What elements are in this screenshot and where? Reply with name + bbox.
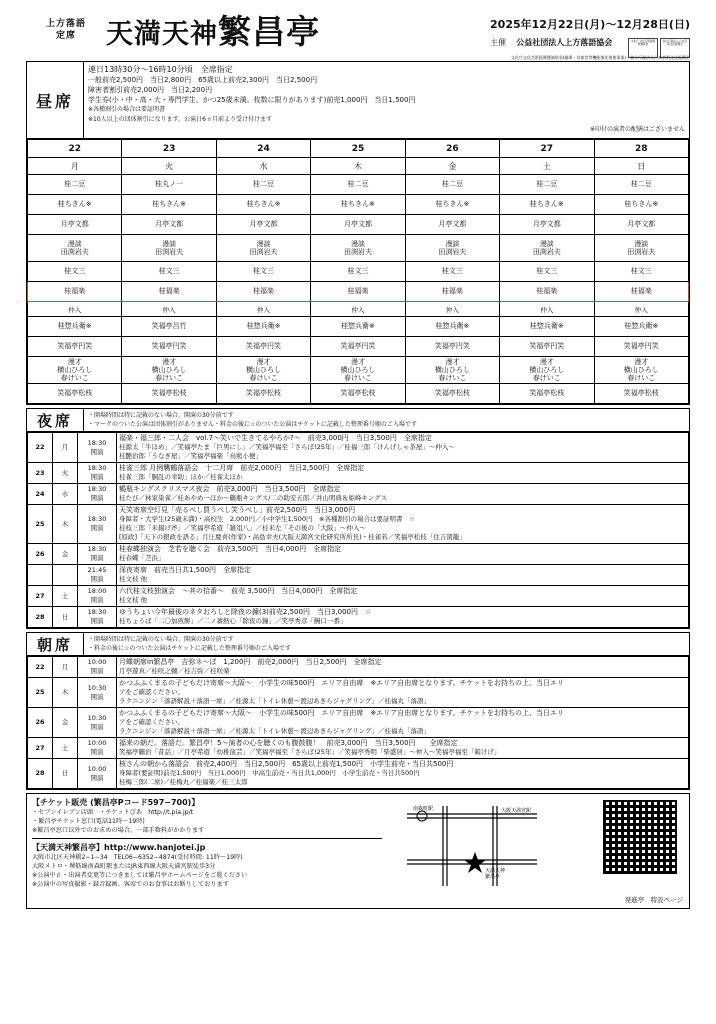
yoru-time: 21:45 開演 — [78, 565, 117, 586]
yoru-detail-line: 桂春蝶独演会 芝若を聴く会 前売3,500円 当日4,000円 全席指定 — [119, 545, 342, 553]
yoru-details — [117, 463, 689, 484]
hiruseki-performer-cell: 漫才 横山ひろし 春けいこ — [216, 357, 310, 384]
asa-detail-line: 桂梅三郎(二席)／桂梅丸／桂福楽／桂三太郎 — [119, 778, 248, 786]
hiruseki-performer-cell: 漫談 田渕岩夫 — [216, 235, 310, 262]
yoru-row — [28, 565, 689, 586]
asa-detail-line: 福来の朝だ。落語だ。繁昌亭！5〜演者の心を聴くのも腹鼓腹！ 前売3,000円 当日3,500円 全席指定 — [119, 739, 458, 747]
poster — [26, 14, 690, 1010]
header-dates: 2025年12月22日(月)〜12月28日(日) — [490, 18, 690, 31]
yoru-dow — [53, 565, 78, 586]
yoru-time: 18:30 開演 — [78, 607, 117, 628]
hiruseki-performer-cell: 桂ちきん※ — [500, 195, 594, 215]
venue-line: 大阪メトロ・堺筋線南森町駅またはJR東西線大阪天満宮駅徒歩3分 — [32, 863, 216, 870]
hiruseki-performer-cell: 桂文三 — [216, 262, 310, 282]
yoru-details — [117, 586, 689, 607]
hiruseki-performer-cell: 桂ちきん※ — [311, 195, 405, 215]
hiruseki-dow-cell: 火 — [122, 158, 216, 175]
yoru-details — [117, 565, 689, 586]
hiruseki-performer-row — [28, 235, 689, 262]
hiruseki-line4: 学生券(小・中・高・大・専門学生、かつ25歳未満。枚数に限りがあります)前売1,000円 当日1,500円 — [88, 96, 416, 104]
hiruseki-performer-cell: 桂惣兵衛※ — [28, 317, 122, 337]
hiruseki-line1: 連日13時30分〜16時10分頃 全席指定 — [88, 65, 233, 74]
access-map — [397, 800, 547, 892]
hiruseki-performer-cell: 月亭文都 — [311, 215, 405, 235]
hiruseki-section — [26, 61, 690, 405]
asa-note1: ・開場時間は特に記載のない場合、開演の30分前です — [88, 636, 234, 643]
organizer-label: 主催 — [490, 38, 507, 47]
title-prefix: 天満天神 — [106, 19, 218, 50]
yoru-detail-line: 桂枝三郎「米揚げ斧」／笑福亭希遊「雑俎八」／桂米左「その後の「大阪」〜仲入〜 — [119, 524, 366, 532]
hiruseki-performer-cell: 漫才 横山ひろし 春けいこ — [500, 357, 594, 384]
asa-details — [117, 738, 689, 759]
asa-header — [27, 633, 689, 656]
hiruseki-performer-cell: 月亭文都 — [594, 215, 688, 235]
hiruseki-performer-cell: 笑福亭円笑 — [594, 337, 688, 357]
hiruseki-performer-cell: 笑福亭松枝 — [28, 384, 122, 404]
asa-date: 25 — [28, 678, 53, 708]
hiruseki-line2: 一般前売2,500円 当日2,800円 65歳以上前売2,300円 当日2,500円 — [88, 76, 318, 84]
hiruseki-date-cell: 26 — [405, 140, 499, 158]
hiruseki-date-cell: 25 — [311, 140, 405, 158]
yoru-details — [117, 607, 689, 628]
yoru-details — [117, 484, 689, 505]
hiruseki-performer-cell: 仲入 — [500, 302, 594, 317]
hiruseki-performer-cell: 仲入 — [405, 302, 499, 317]
yoru-header — [27, 409, 689, 432]
asa-dow: 土 — [53, 738, 78, 759]
yoru-dow: 火 — [53, 463, 78, 484]
hiruseki-performer-cell: 笑福亭円笑 — [311, 337, 405, 357]
header-kamigata-block — [26, 14, 106, 42]
hiruseki-performer-cell: 漫才 横山ひろし 春けいこ — [28, 357, 122, 384]
yoru-notes — [84, 409, 689, 431]
hiruseki-performer-cell: 桂惣兵衛※ — [500, 317, 594, 337]
hiruseki-performer-cell: 桂二豆 — [594, 175, 688, 195]
title-main: 繁昌亭 — [218, 12, 320, 51]
hiruseki-date-cell: 23 — [122, 140, 216, 158]
yoru-dow: 金 — [53, 544, 78, 565]
hiruseki-performer-row — [28, 384, 689, 404]
footer-left — [32, 797, 382, 889]
hiruseki-performer-cell: 桂福楽 — [500, 282, 594, 302]
asa-date: 22 — [28, 657, 53, 678]
hiruseki-table — [27, 139, 689, 404]
hiruseki-performer-cell: 笑福亭円笑 — [28, 337, 122, 357]
venue-line: ※公演中の写真撮影・録音録画、客席でのお食事はお断りしております — [32, 881, 229, 888]
yoru-detail-line: 福楽・福三郎・二人会 vol.7〜笑いで生きてるやろか?〜 前売3,000円 当日3,500円 全席指定 — [119, 434, 432, 442]
ticket-line: ・繁昌亭チケット窓口(電話11時〜19時) — [32, 818, 145, 825]
asa-time: 10:30 開演 — [78, 678, 117, 708]
header-jouseki: 定席 — [55, 31, 76, 41]
hiruseki-performer-cell: 笑福亭呂竹 — [122, 317, 216, 337]
hiruseki-performer-cell: 笑福亭円笑 — [500, 337, 594, 357]
logo-bunkacho: 文化庁 文化芸術振興費補助金 — [628, 38, 658, 58]
asa-detail-line: かつふふくまるの子どもだけ寄席〜大阪〜 小学生の味500円 エリア自由席 ※エリア自由席となります。チケットをお持ちの上、当日エリ — [119, 679, 565, 687]
asa-detail-line: かつふふくまるの子どもだけ寄席〜大阪〜 小学生の味500円 エリア自由席 ※エリア自由席となります。チケットをお持ちの上、当日エリ — [119, 709, 565, 717]
asa-section — [26, 632, 690, 790]
ticket-title: 【チケット販売 (繁昌亭Pコード597−700)】 — [32, 798, 200, 807]
header-kamigata: 上方落語 — [45, 19, 86, 29]
hiruseki-star-note: ※印付の演者の配膳はございません — [589, 126, 685, 133]
yoru-date: 23 — [28, 463, 53, 484]
yoru-title: 夜席 — [27, 409, 84, 431]
hiruseki-dow-cell: 水 — [216, 158, 310, 175]
hiruseki-performer-cell: 仲入 — [28, 302, 122, 317]
qr-caption: 発進亭 特設ページ — [624, 896, 683, 904]
hiruseki-date-cell: 28 — [594, 140, 688, 158]
yoru-dow: 木 — [53, 505, 78, 544]
yoru-date: 24 — [28, 484, 53, 505]
yoru-table — [27, 432, 689, 628]
page-title — [106, 14, 320, 53]
hiruseki-performer-cell: 桂ちきん※ — [594, 195, 688, 215]
svg-text:南森町駅: 南森町駅 — [413, 806, 434, 812]
yoru-detail-line: 桂雀三郎「胴乱の幸助」ほか／桂雀太ほか — [119, 473, 243, 481]
yoru-row — [28, 484, 689, 505]
yoru-date: 26 — [28, 544, 53, 565]
hiruseki-line3: 障害者割引前売2,000円 当日2,200円 — [88, 86, 213, 94]
logo-caption — [511, 55, 690, 61]
yoru-detail-line: 天笑寄席空灯見「売るべし買うべし笑うべし」前売2,500円 当日3,000円 — [119, 506, 356, 514]
asa-details — [117, 657, 689, 678]
asa-detail-line: アをご確認ください。 — [119, 688, 184, 696]
svg-text:大阪天満宮駅: 大阪天満宮駅 — [501, 808, 532, 814]
yoru-detail-line: 桂たび／林家染雀／桂あやめ一ほか〜鶴瓶キングス/二の助安五郎／井山明典＆姫峰キングス — [119, 494, 388, 502]
yoru-dow: 水 — [53, 484, 78, 505]
asa-dow: 月 — [53, 657, 78, 678]
hiruseki-performer-row — [28, 282, 689, 302]
hiruseki-performer-cell: 仲入 — [311, 302, 405, 317]
asa-details — [117, 759, 689, 789]
yoru-detail-line: 鶴瓶キングスクリスマス夜会 前売3,000円 当日3,500円 全席指定 — [119, 485, 341, 493]
asa-time: 10:00 開演 — [78, 738, 117, 759]
hiruseki-performer-cell: 漫才 横山ひろし 春けいこ — [311, 357, 405, 384]
hiruseki-performer-cell: 桂惣兵衛※ — [594, 317, 688, 337]
asa-detail-line: 身障者(要証明)前売1,500円 当日1,000円 中高生前売・当日共1,000円 小学生前売・当日共500円 — [119, 769, 420, 777]
yoru-dow: 月 — [53, 433, 78, 463]
hiruseki-performer-cell: 桂二豆 — [500, 175, 594, 195]
yoru-time: 18:00 開演 — [78, 586, 117, 607]
hiruseki-date-row — [28, 140, 689, 158]
asa-detail-line: アをご確認ください。 — [119, 718, 184, 726]
logo-caption-line1: 文化庁文化芸術振興費補助金(劇場・音楽堂等機能強化推進事業)｜独立行政法人日本芸術文化振興会 — [510, 55, 690, 60]
hiruseki-performer-row — [28, 175, 689, 195]
yoru-details — [117, 433, 689, 463]
yoru-details — [117, 544, 689, 565]
yoru-time: 18:30 開演 — [78, 544, 117, 565]
yoru-details — [117, 505, 689, 544]
yoru-detail-line: 桂春蝶「芝浜」 — [119, 554, 165, 562]
hiruseki-performer-cell: 漫談 田渕岩夫 — [405, 235, 499, 262]
asa-title: 朝席 — [27, 633, 84, 655]
hiruseki-performer-cell: 月亭文都 — [405, 215, 499, 235]
hiruseki-line6: ※10人以上の団体割引になります。公演日6ヵ月前より受け付けます — [88, 116, 273, 123]
yoru-detail-line: 六代桂文枝独演会 〜其の拾番〜 前売 3,500円 当日4,000円 全席指定 — [119, 587, 358, 595]
hiruseki-date-cell: 22 — [28, 140, 122, 158]
yoru-detail-line: 桂雀三郎 月例襲鶴落語会 十二月席 前売2,000円 当日2,500円 全席指定 — [119, 464, 365, 472]
hiruseki-performer-row — [28, 195, 689, 215]
yoru-date: 22 — [28, 433, 53, 463]
hiruseki-performer-cell: 月亭文都 — [122, 215, 216, 235]
hiruseki-performer-cell: 桂丸ノ一 — [122, 175, 216, 195]
asa-detail-line: 月蝶朝席in繁昌亭 吉弥ネ〜ぼ 1,200円 前売2,000円 当日2,500円 全席指定 — [119, 658, 382, 666]
hiruseki-performer-cell: 笑福亭松枝 — [216, 384, 310, 404]
hiruseki-performer-cell: 桂福楽 — [311, 282, 405, 302]
yoru-dow: 日 — [53, 607, 78, 628]
asa-date: 27 — [28, 738, 53, 759]
yoru-dow: 土 — [53, 586, 78, 607]
asa-dow: 金 — [53, 708, 78, 738]
hiruseki-performer-cell: 笑福亭松枝 — [122, 384, 216, 404]
asa-detail-line: 桜さんの朝から落語会 前売2,400円 当日2,500円 65歳以上前売1,500円 小学生前売・当日共500円 — [119, 760, 454, 768]
hiruseki-info — [84, 62, 689, 138]
hiruseki-dow-cell: 土 — [500, 158, 594, 175]
hiruseki-performer-cell: 笑福亭円笑 — [122, 337, 216, 357]
asa-date: 28 — [28, 759, 53, 789]
hiruseki-performer-cell: 桂ちきん※ — [122, 195, 216, 215]
hiruseki-dow-row — [28, 158, 689, 175]
yoru-detail-line: ゆうちょい今年最後のネタおろしと除夜の鐘(3)前売2,500円 当日3,000円 ☆ — [119, 608, 372, 616]
asa-row — [28, 657, 689, 678]
hiruseki-performer-cell: 桂文三 — [28, 262, 122, 282]
hiruseki-performer-cell: 桂文三 — [311, 262, 405, 282]
hiruseki-performer-cell: 漫談 田渕岩夫 — [28, 235, 122, 262]
hiruseki-performer-row — [28, 215, 689, 235]
hiruseki-performer-row — [28, 317, 689, 337]
footer-divider — [32, 838, 382, 839]
hiruseki-performer-cell: 月亭文都 — [500, 215, 594, 235]
hiruseki-performer-cell: 桂福楽 — [28, 282, 122, 302]
hiruseki-performer-cell: 桂文三 — [122, 262, 216, 282]
yoru-time: 18:30 開演 — [78, 484, 117, 505]
hiruseki-performer-cell: 桂惣兵衛※ — [311, 317, 405, 337]
asa-detail-line: ラクニンジン「落語解説＋落語一席」／桂源太「トイレ休憩〜渡辺あきらジャグリング」／桂福丸「落語」 — [119, 697, 430, 705]
venue-line: 大阪市北区天神橋2−1−34 TEL06−6352−4874(受付時間: 11時〜19時) — [32, 854, 243, 861]
asa-details — [117, 678, 689, 708]
asa-table — [27, 656, 689, 789]
hiruseki-performer-cell: 桂ちきん※ — [405, 195, 499, 215]
hiruseki-performer-cell: 仲入 — [216, 302, 310, 317]
asa-date: 26 — [28, 708, 53, 738]
yoru-time: 18:30 開演 — [78, 463, 117, 484]
hiruseki-performer-cell: 漫談 田渕岩夫 — [122, 235, 216, 262]
yoru-note1: ・開場時間は特に記載のない場合、開演の30分前です — [88, 412, 234, 419]
asa-time: 10:00 開演 — [78, 657, 117, 678]
hiruseki-performer-row — [28, 302, 689, 317]
yoru-detail-line: 桂文枝 他 — [119, 596, 148, 604]
hiruseki-performer-cell: 桂文三 — [405, 262, 499, 282]
asa-notes — [84, 633, 689, 655]
hiruseki-header — [27, 62, 689, 139]
ticket-line: ・セブンイレブン店頭 ・チケットぴあ http://t.pia.jp/t — [32, 809, 194, 816]
hiruseki-performer-cell: 漫才 横山ひろし 春けいこ — [594, 357, 688, 384]
yoru-detail-line: 身障者・大学生(25歳未満)・高校生 2,000円／小中学生1,500円 ※各種割引の場合は要証明書 ☆ — [119, 515, 415, 523]
hiruseki-date-cell: 24 — [216, 140, 310, 158]
asa-detail-line: 月亭遊真／桂咲之輔／桂吉弥／桂咲楽 — [119, 667, 230, 675]
yoru-detail-line: 桂文枝 他 — [119, 575, 148, 583]
logo-geijutsu: 独立行政法人 日本芸術文化振興会 — [660, 38, 690, 58]
hiruseki-dow-cell: 木 — [311, 158, 405, 175]
hiruseki-performer-cell: 桂福楽 — [594, 282, 688, 302]
yoru-detail-line: [原政]「天下の銀政を語る」月圧慶喜(作家)・高島幸夫(大阪天満宮文化研究所所長)・桂雀若／笑福亭松枝「住吉駕籠」 — [119, 533, 466, 541]
hiruseki-performer-cell: 桂福楽 — [405, 282, 499, 302]
asa-row — [28, 708, 689, 738]
asa-detail-line: 笑福亭鶴治「昔話」／月亭希遊「幼稚演芸」／笑福亭福至「さらば!25年」／笑福亭秀明「柴盛居」〜仲入〜笑福亭福至「箱けげ」 — [119, 748, 501, 756]
yoru-row — [28, 607, 689, 628]
hiruseki-dow-cell: 金 — [405, 158, 499, 175]
hiruseki-performer-cell: 桂二豆 — [216, 175, 310, 195]
hiruseki-performer-cell: 桂惣兵衛※ — [405, 317, 499, 337]
hiruseki-performer-cell: 桂ちきん※ — [28, 195, 122, 215]
asa-row — [28, 678, 689, 708]
yoru-detail-line: 深夜寄席 前売当日共1,500円 全席指定 — [119, 566, 252, 574]
hiruseki-performer-cell: 笑福亭松枝 — [500, 384, 594, 404]
hiruseki-performer-cell: 仲入 — [594, 302, 688, 317]
hiruseki-performer-cell: 桂惣兵衛※ — [216, 317, 310, 337]
yoru-row — [28, 463, 689, 484]
hiruseki-date-cell: 27 — [500, 140, 594, 158]
yoru-date — [28, 565, 53, 586]
hiruseki-performer-cell: 月亭文都 — [216, 215, 310, 235]
hiruseki-performer-row — [28, 357, 689, 384]
hiruseki-performer-cell: 桂二豆 — [311, 175, 405, 195]
qr-code — [603, 800, 677, 874]
footer — [26, 793, 690, 909]
asa-dow: 木 — [53, 678, 78, 708]
asa-dow: 日 — [53, 759, 78, 789]
asa-row — [28, 738, 689, 759]
asa-time: 10:30 開演 — [78, 708, 117, 738]
hiruseki-dow-cell: 月 — [28, 158, 122, 175]
yoru-detail-line: 桂艶治郎「うなぎ屋」／笑福亭福楽「鳥熊小便」 — [119, 452, 262, 460]
hiruseki-performer-cell: 笑福亭松枝 — [311, 384, 405, 404]
hiruseki-performer-cell: 仲入 — [122, 302, 216, 317]
hiruseki-performer-cell: 漫談 田渕岩夫 — [594, 235, 688, 262]
header — [26, 14, 690, 58]
hiruseki-performer-cell: 月亭文都 — [28, 215, 122, 235]
asa-detail-line: ラクニンジン「落語解説＋落語一席」／桂源太「トイレ休憩〜渡辺あきらジャグリング」／桂福丸「落語」 — [119, 727, 430, 735]
yoru-date: 27 — [28, 586, 53, 607]
hiruseki-performer-cell: 漫談 田渕岩夫 — [311, 235, 405, 262]
yoru-time: 18:30 開演 — [78, 505, 117, 544]
yoru-detail-line: 桂源太「牛ほめ」／笑福亭たま「巨男にし」／笑福亭福至「さらば!25年」／桂福三郎「けんげしゃ茶屋」〜仲入〜 — [119, 443, 455, 451]
hiruseki-performer-cell: 桂福楽 — [216, 282, 310, 302]
venue-title: 【天満天神繁昌亭】http://www.hanjotei.jp — [32, 843, 206, 852]
asa-time: 10:00 開演 — [78, 759, 117, 789]
hiruseki-performer-cell: 漫才 横山ひろし 春けいこ — [122, 357, 216, 384]
hiruseki-line5: ※各種割引の場合は要証明書 — [88, 106, 166, 113]
hiruseki-performer-cell: 桂文三 — [594, 262, 688, 282]
hiruseki-performer-cell: 笑福亭松枝 — [594, 384, 688, 404]
hiruseki-performer-cell: 笑福亭円笑 — [216, 337, 310, 357]
asa-row — [28, 759, 689, 789]
hiruseki-performer-cell: 桂二豆 — [28, 175, 122, 195]
hiruseki-performer-cell: 漫才 横山ひろし 春けいこ — [405, 357, 499, 384]
svg-text:天満天神: 天満天神 — [485, 868, 506, 874]
yoru-row — [28, 505, 689, 544]
hiruseki-dow-cell: 日 — [594, 158, 688, 175]
hiruseki-performer-cell: 笑福亭円笑 — [405, 337, 499, 357]
hiruseki-performer-cell: 桂ちきん※ — [216, 195, 310, 215]
hiruseki-performer-cell: 漫談 田渕岩夫 — [500, 235, 594, 262]
hiruseki-performer-cell: 笑福亭松枝 — [405, 384, 499, 404]
hiruseki-performer-row — [28, 337, 689, 357]
ticket-line: ※繁昌亭窓口以外でのお求めの場合、一部手数料がかかります — [32, 827, 205, 834]
hiruseki-performer-row — [28, 262, 689, 282]
yoru-row — [28, 586, 689, 607]
hiruseki-performer-cell: 桂文三 — [500, 262, 594, 282]
hiruseki-performer-cell: 桂二豆 — [405, 175, 499, 195]
yoru-section — [26, 408, 690, 629]
svg-text:繁昌亭: 繁昌亭 — [485, 874, 501, 880]
yoru-detail-line: 桂ちょうば「二〇加煎餅」／二ノ蕃熱心「除夜の鐘」／笑亭秀彦「鰻口一番」 — [119, 617, 347, 625]
asa-details — [117, 708, 689, 738]
yoru-note2: ・マークのついた公演は団体割引がありません・料金の後に☆のついた公演はチケットに記載した整理番号順のご入場です — [88, 421, 417, 428]
hiruseki-title: 昼席 — [27, 62, 84, 138]
yoru-date: 25 — [28, 505, 53, 544]
yoru-time: 18:30 開演 — [78, 433, 117, 463]
asa-note2: ・料金の後に☆のついた公演はチケットに記載した整理番号順のご入場です — [88, 645, 291, 652]
hiruseki-performer-cell: 桂福楽 — [122, 282, 216, 302]
yoru-row — [28, 433, 689, 463]
yoru-row — [28, 544, 689, 565]
yoru-date: 28 — [28, 607, 53, 628]
venue-line: ※公演中止・出演者変更等につきましては繁昌亭ホームページをご覧ください — [32, 872, 248, 879]
organizer-name: 公益社団法人上方落語協会 — [516, 38, 613, 47]
